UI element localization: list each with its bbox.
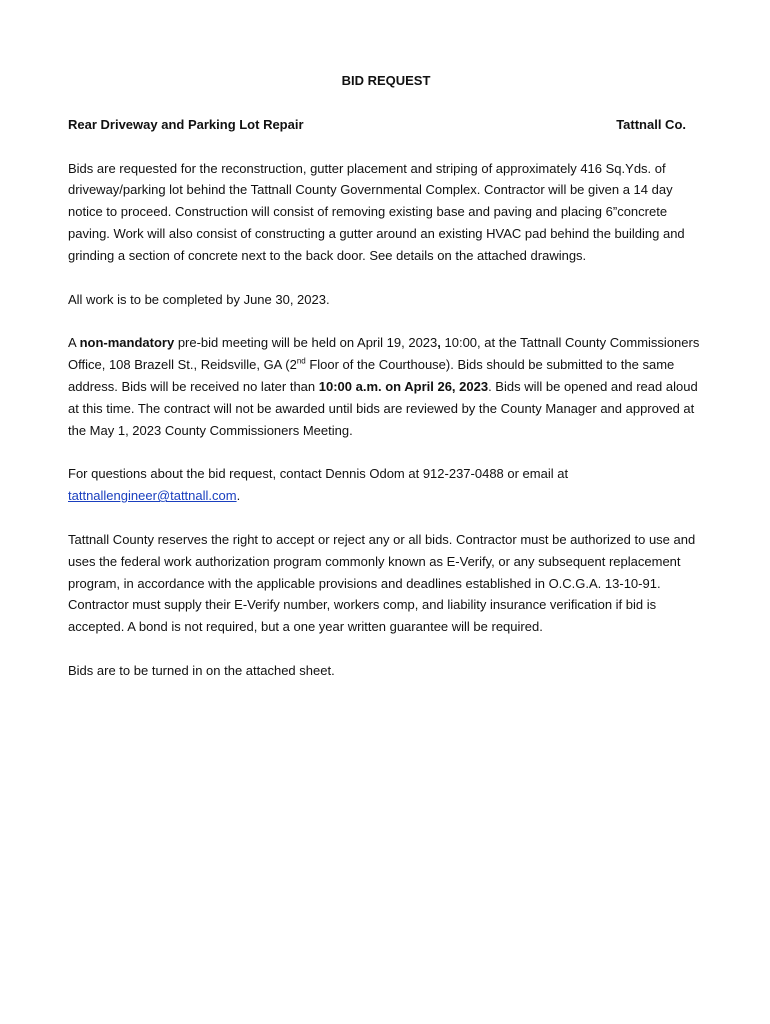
contact-paragraph bbox=[68, 463, 704, 507]
meeting-text-g: Floor of the Courthouse). Bids should be submitted to the same address. Bids will be received no later than bbox=[68, 357, 675, 394]
meeting-text-a: A bbox=[68, 335, 80, 351]
completion-paragraph: All work is to be completed by June 30, 2023. bbox=[68, 291, 330, 307]
terms-paragraph: Tattnall County reserves the right to accept or reject any or all bids. Contractor must be authorized to use and uses the federal work authorization program commonly known as E-Verify, or any subsequent replacement program, in accordance with the applicable provisions and deadlines established in O.C.G.A. 13-10-91. Contractor must supply their E-Verify number, workers comp, and liability insurance verification if bid is accepted. A bond is not required, but a one year written guarantee will be required. bbox=[68, 531, 696, 635]
submission-paragraph: Bids are to be turned in on the attached sheet. bbox=[68, 662, 335, 678]
meeting-text-i: . Bids will be opened and read aloud at this time. The contract will not be awarded until bids are reviewed by the County Manager and approved at the May 1, 2023 County Commissioners Meeting. bbox=[68, 378, 698, 438]
meeting-text-c: pre-bid meeting will be held on April 19, 2023 bbox=[174, 335, 438, 351]
document-page bbox=[68, 70, 704, 704]
email-link[interactable]: tattnallengineer@tattnall.com bbox=[68, 488, 237, 504]
contact-text: For questions about the bid request, contact Dennis Odom at 912-237-0488 or email at bbox=[68, 466, 569, 482]
meeting-paragraph bbox=[68, 332, 704, 441]
non-mandatory-label: non-mandatory bbox=[79, 335, 175, 351]
contact-period: . bbox=[236, 488, 241, 504]
meeting-bold-comma: , bbox=[437, 335, 441, 351]
meeting-text-e: 10:00, at the Tattnall County Commissioners Office, 108 Brazell St., Reidsville, GA (2 bbox=[68, 335, 700, 373]
document-title: BID REQUEST bbox=[341, 73, 431, 88]
scope-paragraph: Bids are requested for the reconstruction, gutter placement and striping of approximately 416 Sq.Yds. of driveway/parking lot behind the Tattnall County Governmental Complex. Contractor will be given a 14 day notice to proceed. Construction will consist of removing existing base and paving and placing 6”concrete paving. Work will also consist of constructing a gutter around an existing HVAC pad behind the building and grinding a section of concrete next to the back door. See details on the attached drawings. bbox=[68, 160, 685, 263]
project-header bbox=[68, 114, 704, 136]
deadline-text: 10:00 a.m. on April 26, 2023 bbox=[318, 378, 489, 394]
county-name: Tattnall Co. bbox=[616, 116, 686, 132]
floor-superscript: nd bbox=[296, 356, 306, 366]
project-name: Rear Driveway and Parking Lot Repair bbox=[68, 116, 304, 132]
